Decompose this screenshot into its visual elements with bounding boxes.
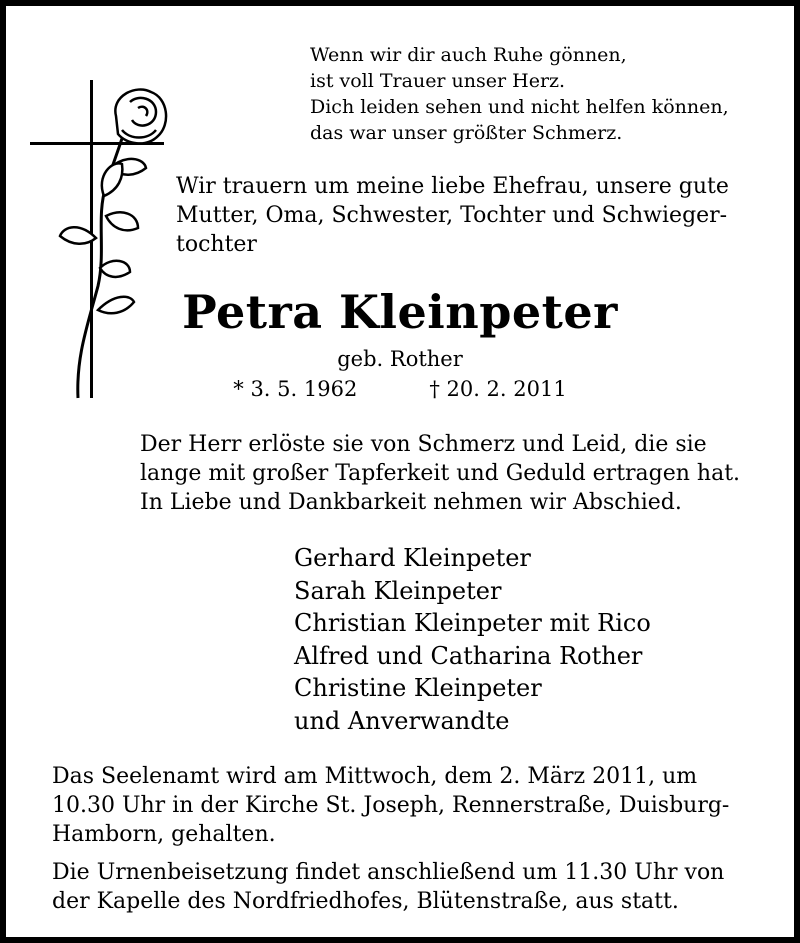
intro-line: Wir trauern um meine liebe Ehefrau, unsere gute — [176, 174, 729, 199]
family-member: und Anverwandte — [294, 706, 510, 735]
poem-line: Wenn wir dir auch Ruhe gönnen, — [310, 44, 627, 66]
farewell-text — [140, 430, 780, 517]
burial-line: der Kapelle des Nordfriedhofes, Blütenstraße, aus statt. — [52, 889, 679, 914]
burial-notice — [52, 858, 772, 916]
birth-date: * 3. 5. 1962 — [233, 377, 358, 401]
requiem-line: Das Seelenamt wird am Mittwoch, dem 2. März 2011, um — [52, 764, 698, 789]
rose-bloom — [115, 89, 166, 143]
intro-line: tochter — [176, 232, 257, 257]
intro-line: Mutter, Oma, Schwester, Tochter und Schwieger- — [176, 203, 728, 228]
deceased-name: Petra Kleinpeter — [182, 285, 618, 339]
family-list — [294, 542, 651, 738]
poem-line: Dich leiden sehen und nicht helfen können, — [310, 96, 729, 118]
family-member: Christian Kleinpeter mit Rico — [294, 609, 651, 638]
poem-line: ist voll Trauer unser Herz. — [310, 70, 566, 92]
birth-name: geb. Rother — [337, 347, 463, 371]
family-member: Gerhard Kleinpeter — [294, 544, 531, 572]
requiem-notice — [52, 762, 772, 849]
farewell-line: Der Herr erlöste sie von Schmerz und Leid, die sie — [140, 432, 707, 457]
burial-line: Die Urnenbeisetzung findet anschließend um 11.30 Uhr von — [52, 860, 725, 885]
poem — [310, 42, 729, 146]
requiem-line: 10.30 Uhr in der Kirche St. Joseph, Rennerstraße, Duisburg- — [52, 793, 730, 818]
requiem-line: Hamborn, gehalten. — [52, 822, 276, 847]
farewell-line: lange mit großer Tapferkeit und Geduld ertragen hat. — [140, 461, 741, 486]
poem-line: das war unser größter Schmerz. — [310, 122, 623, 144]
family-member: Alfred und Catharina Rother — [294, 641, 643, 670]
family-member: Christine Kleinpeter — [294, 674, 542, 703]
farewell-line: In Liebe und Dankbarkeit nehmen wir Abschied. — [140, 490, 682, 515]
life-dates — [6, 376, 794, 402]
mourning-intro — [176, 172, 766, 259]
death-date: † 20. 2. 2011 — [429, 377, 567, 401]
family-member: Sarah Kleinpeter — [294, 576, 502, 605]
